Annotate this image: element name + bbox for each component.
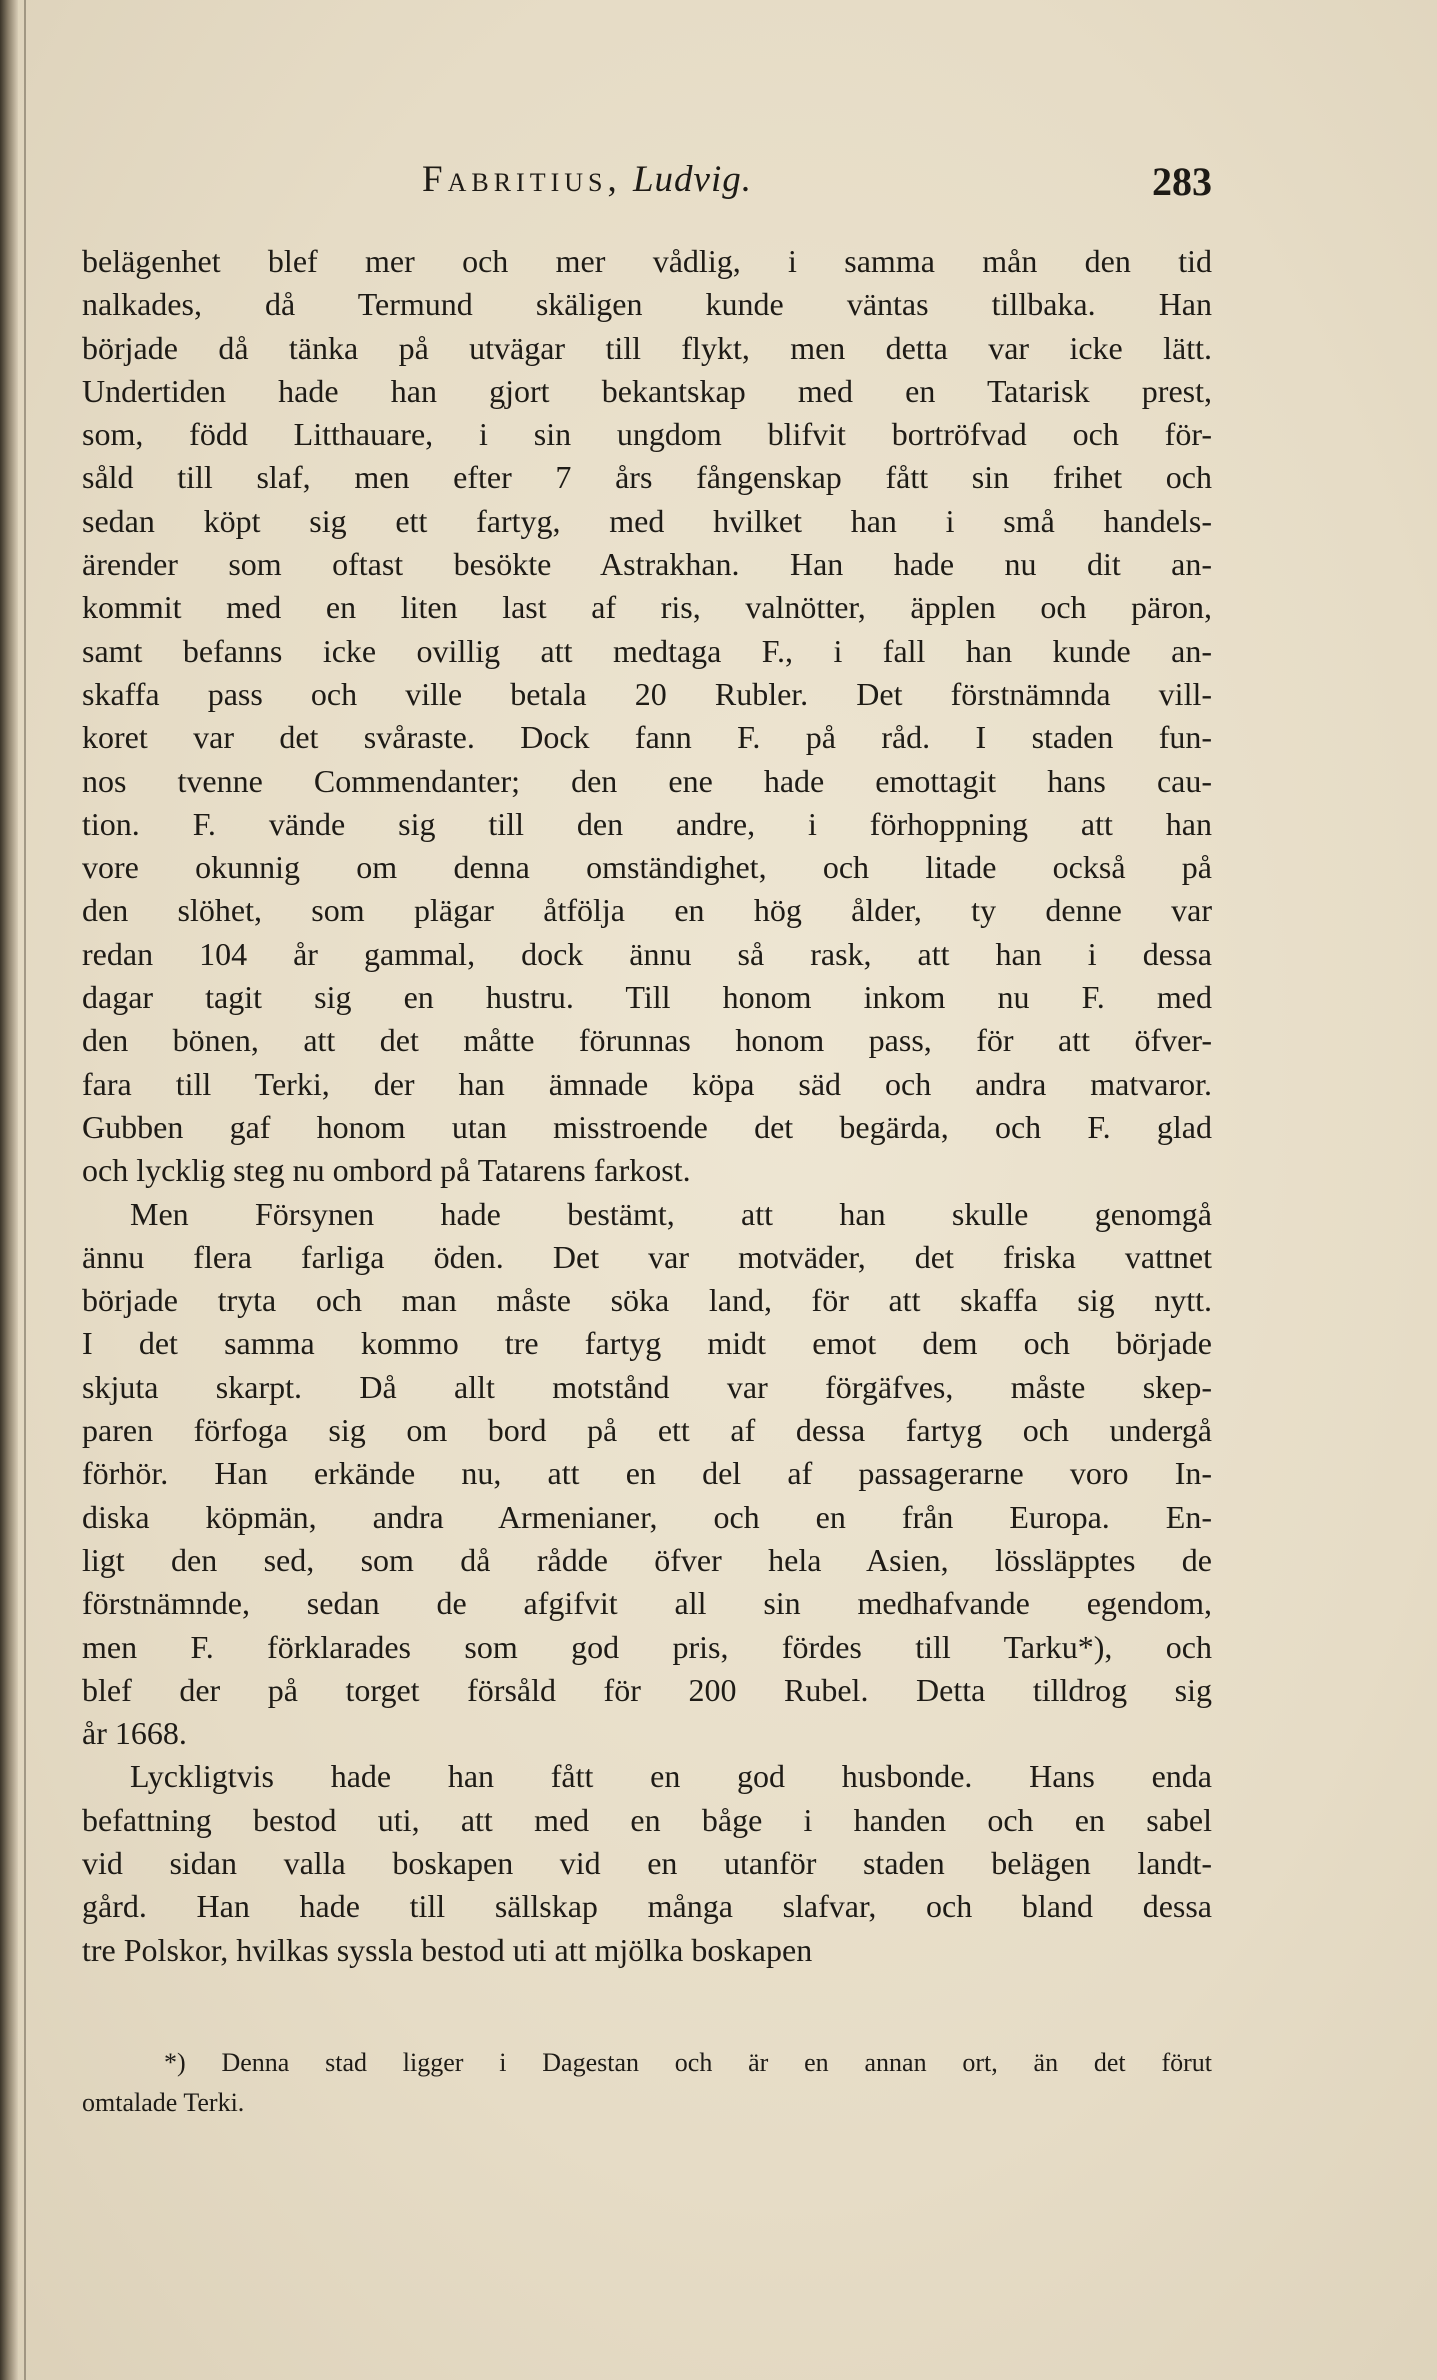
text-line: blef der på torget försåld för 200 Rubel. Detta tilldrog sig	[82, 1671, 1212, 1708]
text-line: redan 104 år gammal, dock ännu så rask, att han i dessa	[82, 935, 1212, 972]
text-line: ärender som oftast besökte Astrakhan. Han hade nu dit an-	[82, 546, 1212, 583]
text-line: samt befanns icke ovillig att medtaga F., i fall han kunde an-	[82, 632, 1212, 669]
text-line: började då tänka på utvägar till flykt, men detta var icke lätt.	[82, 329, 1212, 366]
running-head-given-name: Ludvig.	[632, 159, 753, 200]
footnote	[82, 2043, 1212, 2123]
text-line: sedan köpt sig ett fartyg, med hvilket han i små handels-	[82, 502, 1212, 539]
text-line: Gubben gaf honom utan misstroende det begärda, och F. glad	[82, 1108, 1212, 1145]
text-line: började tryta och man måste söka land, för att skaffa sig nytt.	[82, 1282, 1212, 1319]
text-line: Men Försynen hade bestämt, att han skulle genomgå	[130, 1195, 1212, 1232]
running-head	[422, 158, 752, 201]
page-edge-line	[24, 0, 26, 2380]
text-line: ligt den sed, som då rådde öfver hela Asien, lössläpptes de	[82, 1541, 1212, 1578]
running-head-surname: Fabritius,	[422, 159, 622, 200]
text-line: I det samma kommo tre fartyg midt emot dem och började	[82, 1325, 1212, 1362]
footnote-line: omtalade Terki.	[82, 2088, 245, 2117]
text-line: förhör. Han erkände nu, att en del af passagerarne voro In-	[82, 1455, 1212, 1492]
text-line: skjuta skarpt. Då allt motstånd var förgäfves, måste skep-	[82, 1368, 1212, 1405]
page-header	[82, 158, 1212, 210]
text-line: förstnämnde, sedan de afgifvit all sin medhafvande egendom,	[82, 1585, 1212, 1622]
text-line: diska köpmän, andra Armenianer, och en från Europa. En-	[82, 1498, 1212, 1535]
text-line: Undertiden hade han gjort bekantskap med en Tatarisk prest,	[82, 372, 1212, 409]
text-line: skaffa pass och ville betala 20 Rubler. Det förstnämnda vill-	[82, 675, 1212, 712]
text-line: befattning bestod uti, att med en båge i handen och en sabel	[82, 1801, 1212, 1838]
text-line: koret var det svåraste. Dock fann F. på råd. I staden fun-	[82, 719, 1212, 756]
text-line: tion. F. vände sig till den andre, i förhoppning att han	[82, 805, 1212, 842]
body-text	[82, 240, 1212, 1972]
book-spine-shadow	[0, 0, 18, 2380]
text-line: den bönen, att det måtte förunnas honom pass, för att öfver-	[82, 1022, 1212, 1059]
text-line: paren förfoga sig om bord på ett af dessa fartyg och undergå	[82, 1412, 1212, 1449]
text-line: nalkades, då Termund skäligen kunde väntas tillbaka. Han	[82, 286, 1212, 323]
text-line: tre Polskor, hvilkas syssla bestod uti att mjölka boskapen	[82, 1931, 813, 1968]
text-line: vore okunnig om denna omständighet, och litade också på	[82, 849, 1212, 886]
text-line: ännu flera farliga öden. Det var motväder, det friska vattnet	[82, 1238, 1212, 1275]
text-line: dagar tagit sig en hustru. Till honom inkom nu F. med	[82, 979, 1212, 1016]
text-line: gård. Han hade till sällskap många slafvar, och bland dessa	[82, 1888, 1212, 1925]
text-line: belägenhet blef mer och mer vådlig, i samma mån den tid	[82, 243, 1212, 279]
text-line: såld till slaf, men efter 7 års fångenskap fått sin frihet och	[82, 459, 1212, 496]
footnote-line: *) Denna stad ligger i Dagestan och är en annan ort, än det förut	[164, 2048, 1212, 2077]
text-line: den slöhet, som plägar åtfölja en hög ålder, ty denne var	[82, 892, 1212, 929]
page-number: 283	[1152, 159, 1212, 204]
text-line: nos tvenne Commendanter; den ene hade emottagit hans cau-	[82, 762, 1212, 799]
text-line: fara till Terki, der han ämnade köpa säd och andra matvaror.	[82, 1065, 1212, 1102]
text-line: kommit med en liten last af ris, valnötter, äpplen och päron,	[82, 589, 1212, 626]
text-line: som, född Litthauare, i sin ungdom blifvit bortröfvad och för-	[82, 416, 1212, 453]
text-line: och lycklig steg nu ombord på Tatarens farkost.	[82, 1152, 691, 1189]
text-line: vid sidan valla boskapen vid en utanför staden belägen landt-	[82, 1844, 1212, 1881]
text-line: men F. förklarades som god pris, fördes till Tarku*), och	[82, 1628, 1212, 1665]
text-line: Lyckligtvis hade han fått en god husbonde. Hans enda	[130, 1758, 1212, 1795]
text-line: år 1668.	[82, 1715, 187, 1752]
